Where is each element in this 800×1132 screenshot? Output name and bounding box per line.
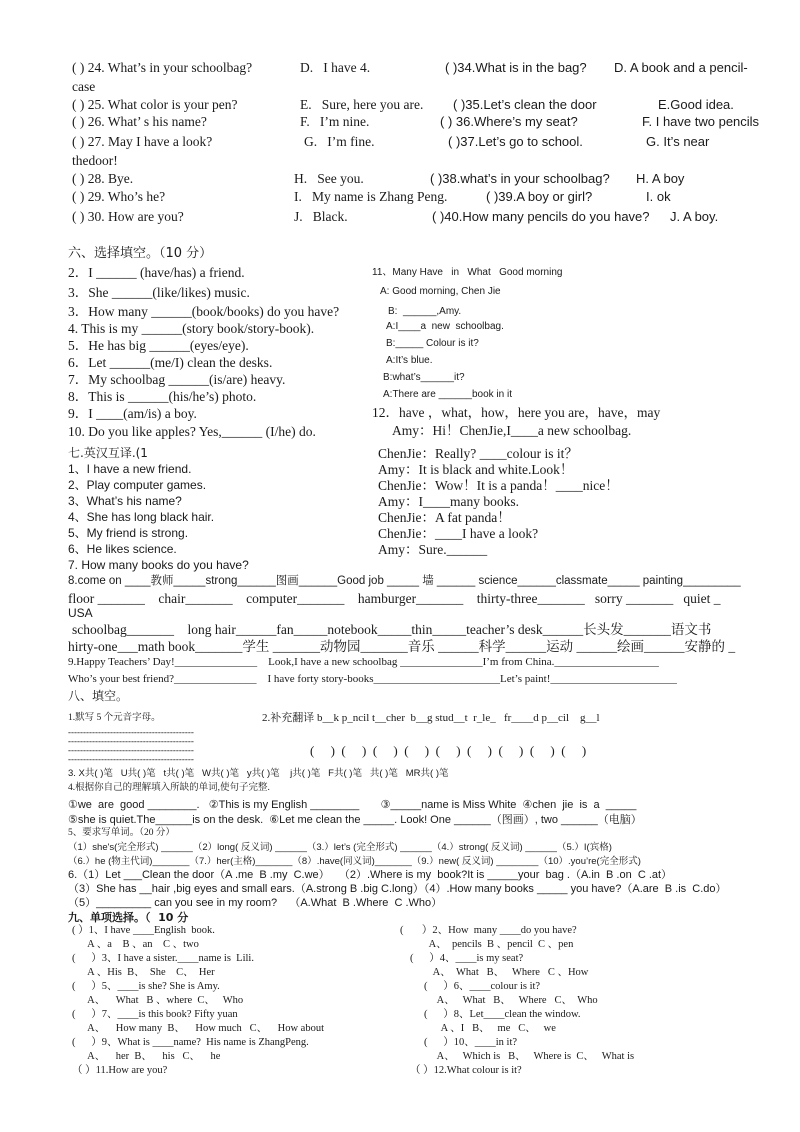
s8-q6-line2: （3）She has __hair ,big eyes and small ears.（A.strong B .big C.long）（4）.How many books _____ you have?（A.are B .is C.do） (68, 883, 727, 895)
s9-options: A 、a B 、an C 、two (72, 939, 199, 950)
s6-item: 7．My schoolbag ______(is/are) heavy. (68, 372, 286, 387)
s9-options: A 、His B、 She C、 Her (72, 967, 215, 978)
s6-item: 6．Let ______(me/I) clean the desks. (68, 355, 273, 370)
s9-item: ( ）3、I have a sister.____name is Lili. (72, 953, 254, 964)
s8-q3: 3. X共( )笔 U共( )笔 t共( )笔 W共( )笔 y共( )笔 j共( )笔 F共( )笔 共( )笔 MR共( )笔 (68, 768, 449, 779)
s7-item: 1、I have a new friend. (68, 462, 192, 476)
match-answer-h: H. See you. (294, 171, 364, 186)
vocab-line: USA (68, 606, 93, 620)
section-6-title: 六、选择填空。（10 分） (68, 246, 213, 261)
match-answer-i: I. My name is Zhang Peng. (294, 189, 448, 204)
s7-dialog: Amy：I____many books. (378, 494, 519, 509)
s7-dialog: ChenJie：Wow！It is a panda！____nice！ (378, 478, 619, 493)
s7-dialog: ChenJie：Really? ____colour is it？ (378, 446, 578, 461)
s6-dialog: B:what’s______it? (383, 372, 465, 383)
match-left-36: ( ) 36.Where’s my seat? (440, 114, 578, 129)
s6-item: 5．He has big ______(eyes/eye). (68, 338, 249, 353)
section-9-title: 九、单项选择。（ 10 分 (68, 911, 189, 924)
s8-q2: 2.补充翻译 b__k p_ncil t__cher b__g stud__t r_le_ fr____d p__cil g__l (262, 712, 600, 724)
match-left-38: ( )38.what’s in your schoolbag? (430, 171, 610, 186)
match-answer-e: E. Sure, here you are. (300, 97, 424, 112)
match-left-37: ( )37.Let’s go to school. (448, 134, 583, 149)
s6-dialog: A:There are ______book in it (383, 389, 512, 400)
match-left-28: ( ) 28. Bye. (72, 171, 134, 186)
match-answer-d: D. I have 4. (300, 60, 371, 75)
section-8-title: 八、填空。 (68, 689, 129, 703)
vocab-line: 8.come on ____教师_____strong______图画______Good job _____ 墙 ______ science______classmate_____ painting_________ (68, 575, 741, 587)
s8-q1: 1.默写 5 个元音字母。 (68, 713, 161, 723)
s9-item: （ ）11.How are you? (72, 1065, 168, 1076)
s6-dialog: A: Good morning, Chen Jie (380, 286, 501, 297)
match-wrap-case: case (72, 79, 96, 94)
match-answer-j: J. Black. (294, 209, 348, 224)
s8-q6-line3: （5）_________ can you see in my room? （A.What B .Where C .Who） (68, 897, 443, 909)
s8-dash-line: ------------------------------------------ (68, 736, 194, 746)
s9-options: A、 her B、 his C、 he (72, 1051, 221, 1062)
section-7-title: 七.英汉互译.(1 (68, 446, 148, 460)
s9-options: A、 Which is B、 Where is C、 What is (432, 1051, 635, 1062)
s6-item: 3．How many ______(book/books) do you have? (68, 304, 340, 319)
s8-dash-line: ------------------------------------------ (68, 754, 194, 764)
s7-dialog: Amy：It is black and white.Look！ (378, 462, 574, 477)
s6-item: 9．I ____(am/is) a boy. (68, 406, 197, 421)
s6-dialog: A:I____a new schoolbag. (386, 321, 504, 332)
s9-options: A、 What B、 Where C、 Who (432, 995, 598, 1006)
s6-item: 3．She ______(like/likes) music. (68, 285, 250, 300)
s6-item: 2．I ______ (have/has) a friend. (68, 265, 245, 280)
s6-item: 10. Do you like apples? Yes,______ (I/he) do. (68, 424, 316, 439)
s9-options: A、 What B 、where C、 Who (72, 995, 244, 1006)
s8-q5-line2: （6.）he (物主代词)_______（7.）her(主格)_______（8）.have(同义词)_______（9.）new( 反义词) ________（10）.you’re(完全形式) (68, 856, 641, 867)
s7-item: 2、Play computer games. (68, 478, 207, 492)
match-left-27: ( ) 27. May I have a look? (72, 134, 213, 149)
s9-item: ( ）10、____in it? (424, 1037, 518, 1048)
vocab-line: Who’s your best friend?_______________ I have forty story-books_______________________Let’s paint!_______________________ (68, 673, 677, 685)
match-left-34: ( )34.What is in the bag? (445, 60, 587, 75)
match-answer-g: G. I’m fine. (304, 134, 375, 149)
vocab-line: hirty-one___math book_______学生 _______动物园_______音乐 ______科学______运动 ______绘画______安静的 _ (68, 639, 736, 654)
match-answer-i2: I. ok (646, 189, 671, 204)
s9-item: （ ）12.What colour is it? (410, 1065, 522, 1076)
s8-answer-parens: ( ) ( ) ( ) ( ) ( ) ( ) ( ) ( ) ( ) (310, 743, 587, 758)
s6-dialog: A:It’s blue. (386, 355, 433, 366)
s6-item: 4. This is my ______(story book/story-book). (68, 321, 315, 336)
s6-item: 8．This is ______(his/he’s) photo. (68, 389, 257, 404)
s6-dialog: B: ______,Amy. (388, 306, 462, 317)
s7-dialog: ChenJie：A fat panda！ (378, 510, 511, 525)
s9-item: ( ）2、How many ____do you have? (400, 925, 577, 936)
vocab-line: 9.Happy Teachers’ Day!_______________ Look,I have a new schoolbag _______________I’m from China.___________________ (68, 656, 659, 668)
match-answer-e2: E.Good idea. (658, 97, 734, 112)
s6-dialog: B:_____ Colour is it? (386, 338, 479, 349)
s7-dialog: ChenJie：____I have a look? (378, 526, 539, 541)
s9-item: ( ）4、____is my seat? (410, 953, 524, 964)
match-left-26: ( ) 26. What’ s his name? (72, 114, 207, 129)
s8-dash-line: ------------------------------------------ (68, 745, 194, 755)
s7-item: 7. How many books do you have? (68, 558, 249, 572)
vocab-line: floor _______ chair_______ computer_______ hamburger_______ thirty-three_______ sorry _______ quiet _ (68, 591, 721, 606)
s6-word-bank: 12．have ，what，how，here you are，have，may (372, 405, 661, 420)
match-left-29: ( ) 29. Who’s he? (72, 189, 166, 204)
s7-item: 4、She has long black hair. (68, 510, 215, 524)
s9-item: ( ）6、____colour is it? (424, 981, 541, 992)
match-answer-f2: F. I have two pencils (642, 114, 760, 129)
vocab-line: schoolbag_______ long hair______fan_____notebook_____thin_____teacher’s desk______长头发_______语文书 (72, 622, 712, 637)
s8-q4-line2: ⑤she is quiet.The______is on the desk. ⑥Let me clean the _____. Look! One ______（图画）, two ______（电脑） (68, 814, 642, 826)
s9-item: ( ）1、I have ____English book. (72, 925, 215, 936)
match-answer-g2: G. It’s near (646, 134, 710, 149)
match-answer-d2: D. A book and a pencil- (614, 60, 748, 75)
s6-dialog: 11、Many Have in What Good morning (372, 267, 563, 278)
match-left-25: ( ) 25. What color is your pen? (72, 97, 238, 112)
s9-item: ( ）8、Let____clean the window. (424, 1009, 581, 1020)
match-left-35: ( )35.Let’s clean the door (453, 97, 597, 112)
s8-q5-line1: （1）she's(完全形式) ______（2）long( 反义词) ______（3.）let’s (完全形式) ______（4.）strong( 反义词) ______（5.）I(宾格) (68, 842, 612, 853)
s7-item: 5、My friend is strong. (68, 526, 189, 540)
s9-item: ( ）5、____is she? She is Amy. (72, 981, 220, 992)
s9-options: A、 pencils B 、pencil C 、pen (424, 939, 574, 950)
s8-q5: 5、要求写单词。（20 分） (68, 828, 175, 838)
s9-options: A 、I B、 me C、 we (436, 1023, 556, 1034)
match-answer-j2: J. A boy. (670, 209, 719, 224)
s9-item: ( ）9、What is ____name? His name is ZhangPeng. (72, 1037, 309, 1048)
s7-dialog: Amy：Sure.______ (378, 542, 488, 557)
match-left-30: ( ) 30. How are you? (72, 209, 184, 224)
s8-dash-line: ------------------------------------------ (68, 727, 194, 737)
s7-item: 3、What’s his name? (68, 494, 182, 508)
s9-options: A、 How many B、 How much C、 How about (72, 1023, 324, 1034)
s6-dialog: Amy：Hi！ChenJie,I____a new schoolbag. (392, 423, 632, 438)
s8-q4-line1: ①we are good ________. ②This is my English ________ ③_____name is Miss White ④chen jie is a _____ (68, 799, 637, 811)
s8-q6-line1: 6.（1）Let ___Clean the door（A .me B .my C.we） （2）.Where is my book?It is _____your bag .（A.in B .on C .at） (68, 869, 673, 881)
match-wrap-thedoor: thedoor! (72, 153, 118, 168)
match-left-24: ( ) 24. What’s in your schoolbag? (72, 60, 253, 75)
s7-item: 6、He likes science. (68, 542, 177, 556)
s8-q4: 4.根据你自己的理解填入所缺的单词,使句子完整. (68, 783, 270, 793)
s9-options: A、 What B、 Where C 、How (428, 967, 589, 978)
match-answer-f: F. I’m nine. (300, 114, 370, 129)
match-left-40: ( )40.How many pencils do you have? (432, 209, 650, 224)
match-answer-h2: H. A boy (636, 171, 685, 186)
match-left-39: ( )39.A boy or girl? (486, 189, 593, 204)
s9-item: ( ）7、____is this book? Fifty yuan (72, 1009, 238, 1020)
